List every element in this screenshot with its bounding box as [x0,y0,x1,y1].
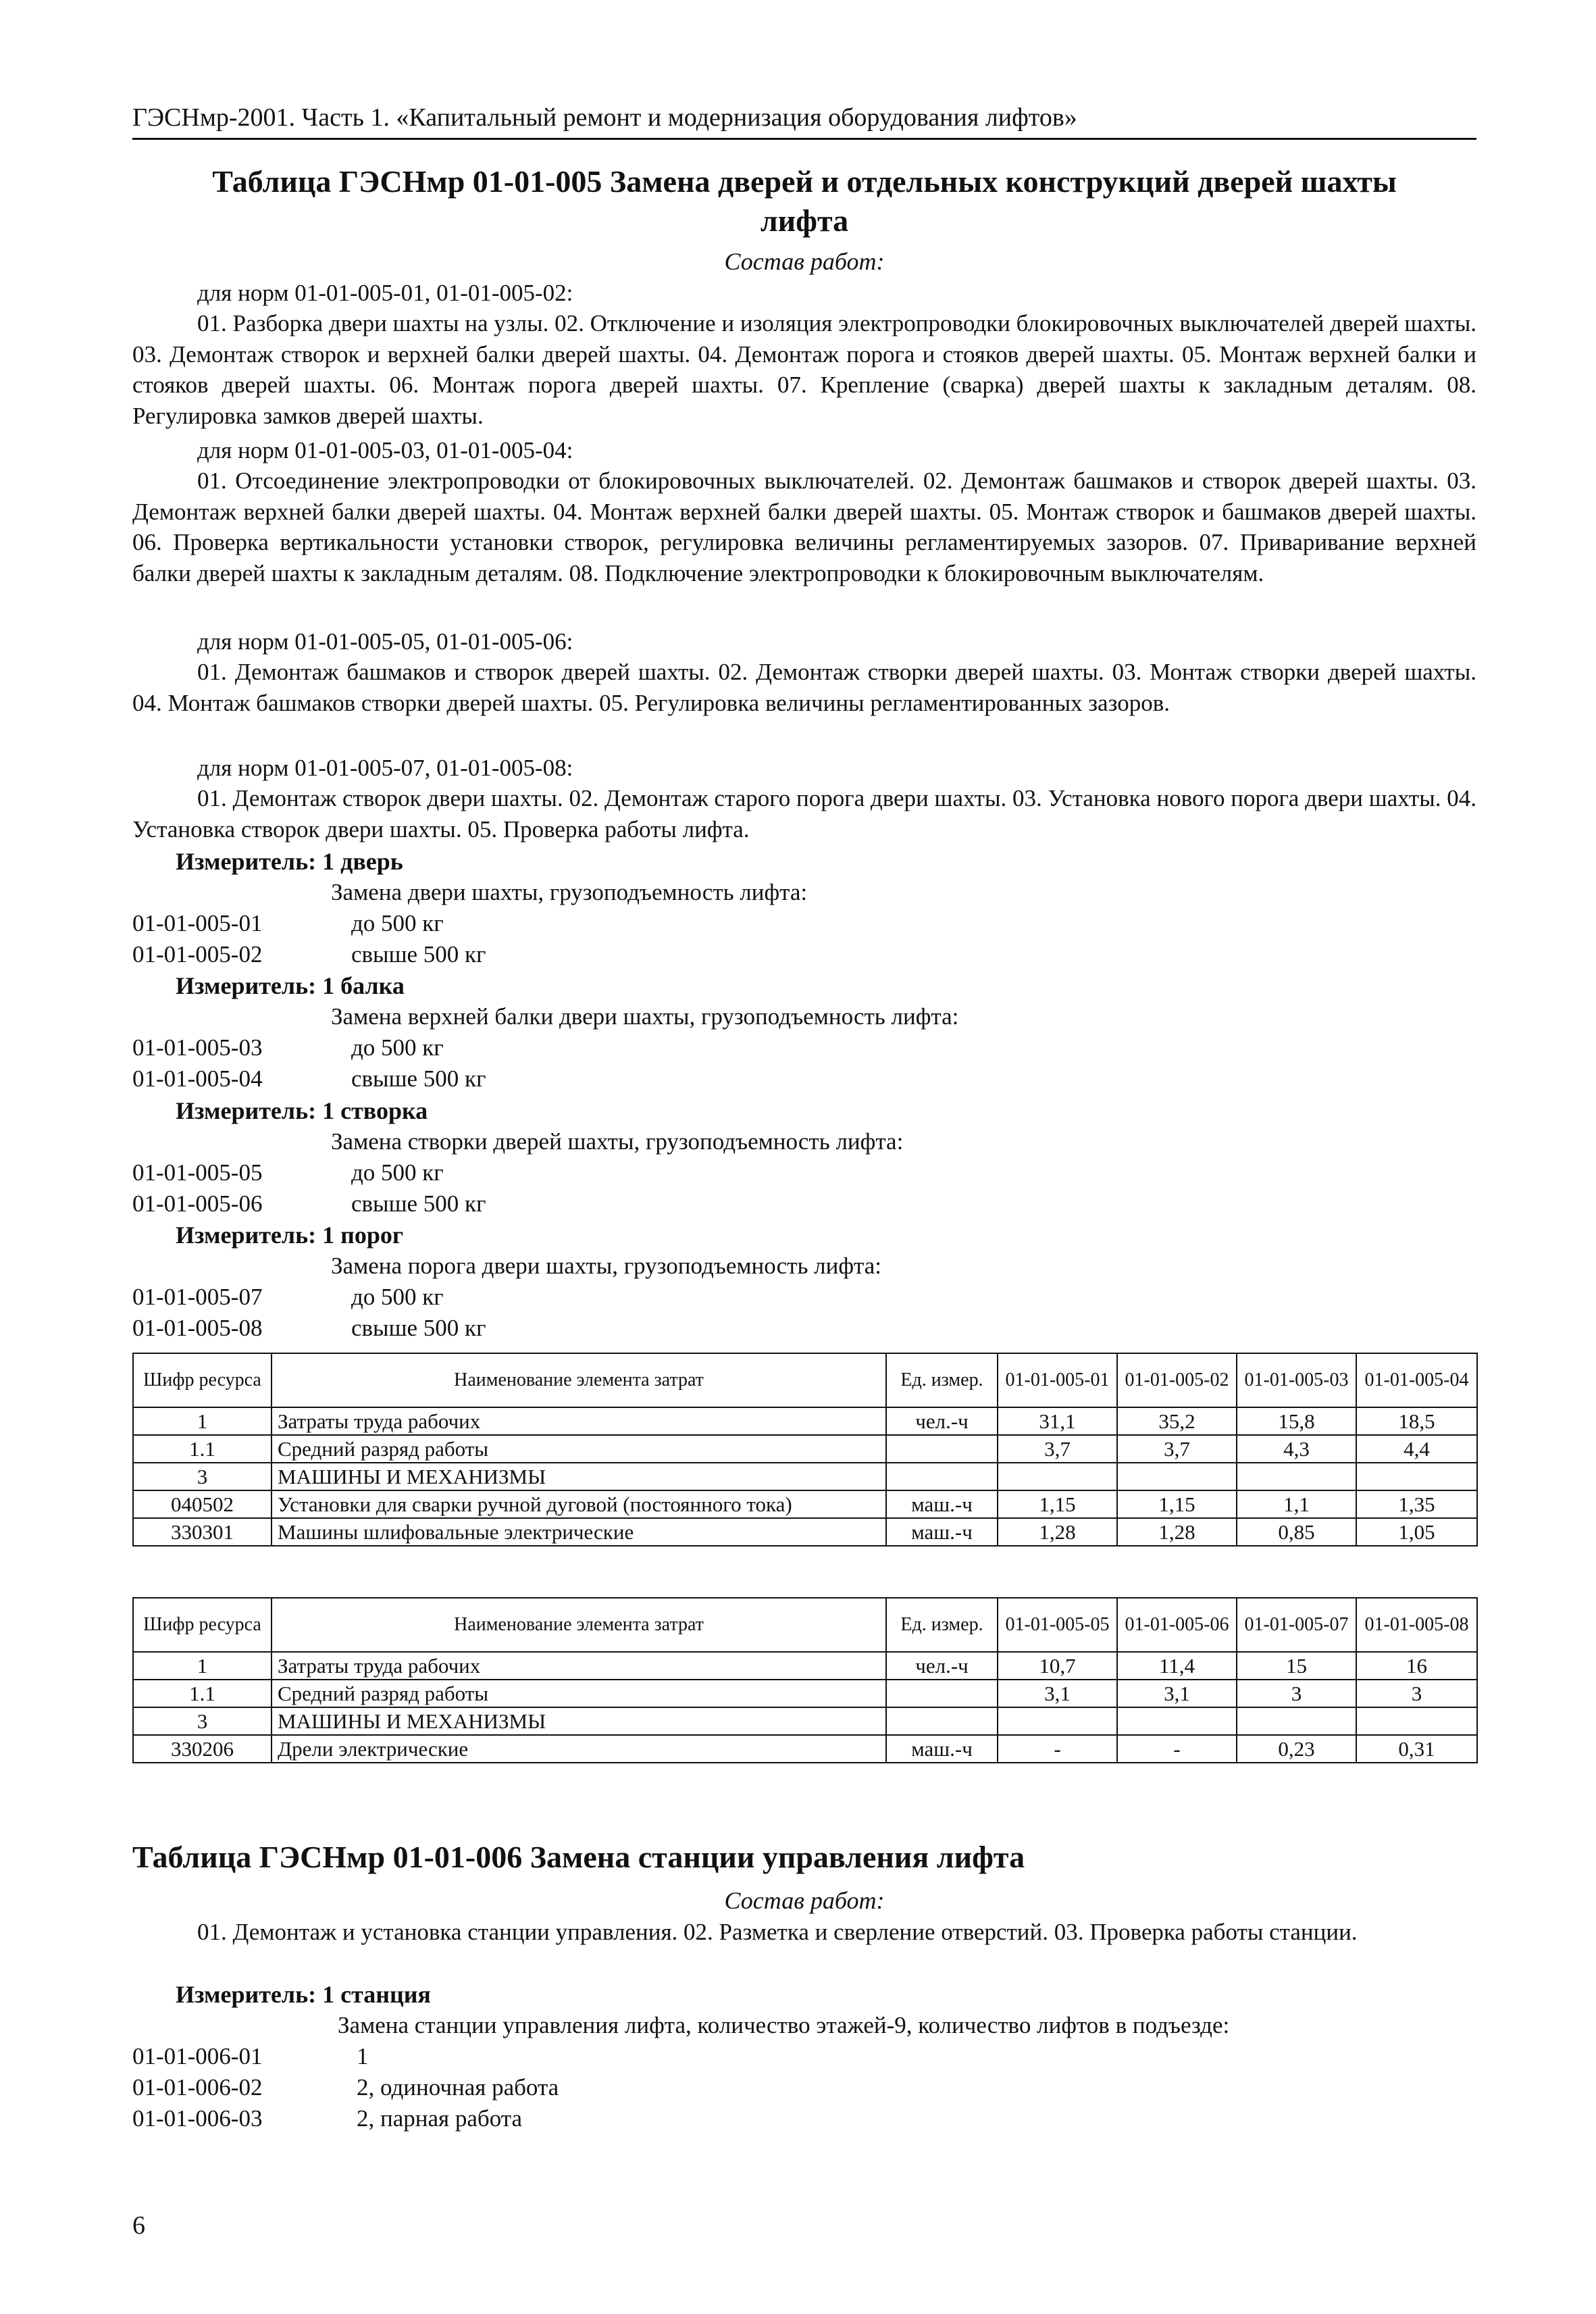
cell-unit: чел.-ч [886,1407,998,1435]
cell-code: 1.1 [133,1680,272,1707]
norm-code: 01-01-005-07 [132,1284,263,1310]
cell-unit: маш.-ч [886,1735,998,1763]
cell-value: 0,31 [1356,1735,1477,1763]
work-description: 01. Разборка двери шахты на узлы. 02. Отключение и изоляция электропроводки блокировочных выключателей дверей шахты. 03. Демонтаж створок и верхней балки дверей шахты. 04. Демонтаж порога и стояков дверей шахты. 05. Монтаж верхней балки и стояков дверей шахты. 06. Монтаж порога дверей шахты. 07. Крепление (сварка) дверей шахты к закладным деталям. 08. Регулировка замков дверей шахты. [132,310,1476,429]
cell-value: 18,5 [1356,1407,1477,1435]
header-norm-col: 01-01-005-02 [1117,1353,1237,1407]
cell-value [998,1707,1117,1735]
cell-code: 3 [133,1707,272,1735]
cell-value [1117,1707,1237,1735]
cell-name: МАШИНЫ И МЕХАНИЗМЫ [272,1463,886,1490]
table-row [133,1735,1477,1763]
header-norm-col: 01-01-005-03 [1237,1353,1356,1407]
cell-value [998,1463,1117,1490]
cell-code: 1 [133,1407,272,1435]
cell-code: 330206 [133,1735,272,1763]
resource-table-2 [132,1597,1478,1763]
resource-table-1 [132,1353,1478,1546]
measure-description: Замена верхней балки двери шахты, грузоподъемность лифта: [331,1003,959,1030]
cell-code: 1 [133,1652,272,1680]
header-unit: Ед. измер. [886,1598,998,1652]
measure-description: Замена двери шахты, грузоподъемность лифта: [331,879,808,905]
norm-value: 2, парная работа [357,2105,523,2132]
measure-unit: Измеритель: 1 балка [176,972,405,999]
cell-value: 10,7 [998,1652,1117,1680]
measure-unit: Измеритель: 1 порог [176,1222,404,1249]
norm-code: 01-01-006-01 [132,2043,263,2069]
cell-value: 1,35 [1356,1490,1477,1518]
norm-value: 2, одиночная работа [357,2074,559,2101]
cell-unit [886,1435,998,1463]
cell-value: 3 [1237,1680,1356,1707]
table-section-row [133,1463,1477,1490]
cell-unit: маш.-ч [886,1518,998,1546]
measure-description: Замена станции управления лифта, количество этажей-9, количество лифтов в подъезде: [338,2012,1230,2038]
cell-name: Установки для сварки ручной дуговой (постоянного тока) [272,1490,886,1518]
cell-code: 1.1 [133,1435,272,1463]
cell-value [1237,1463,1356,1490]
cell-name: Дрели электрические [272,1735,886,1763]
measure-unit: Измеритель: 1 дверь [176,848,403,875]
measure-unit: Измеритель: 1 створка [176,1097,428,1124]
cell-value: 3,7 [998,1435,1117,1463]
work-description: 01. Демонтаж и установка станции управления. 02. Разметка и сверление отверстий. 03. Проверка работы станции. [197,1919,1358,1945]
norm-value: до 500 кг [351,1284,444,1310]
cell-code: 330301 [133,1518,272,1546]
cell-value [1237,1707,1356,1735]
header-norm-col: 01-01-005-05 [998,1598,1117,1652]
header-name: Наименование элемента затрат [272,1598,886,1652]
running-header: ГЭСНмр-2001. Часть 1. «Капитальный ремонт и модернизация оборудования лифтов» [132,101,1476,140]
measure-description: Замена створки дверей шахты, грузоподъемность лифта: [331,1128,904,1155]
norms-label: для норм 01-01-005-01, 01-01-005-02: [197,280,573,306]
cell-unit [886,1680,998,1707]
norms-label: для норм 01-01-005-05, 01-01-005-06: [197,628,573,655]
cell-value: 31,1 [998,1407,1117,1435]
norm-code: 01-01-005-05 [132,1159,263,1186]
header-code: Шифр ресурса [133,1598,272,1652]
table-header-row [133,1598,1477,1652]
header-norm-col: 01-01-005-06 [1117,1598,1237,1652]
cell-value: 3,1 [998,1680,1117,1707]
norm-code: 01-01-005-04 [132,1065,263,1092]
cell-unit [886,1707,998,1735]
cell-value: 11,4 [1117,1652,1237,1680]
cell-name: МАШИНЫ И МЕХАНИЗМЫ [272,1707,886,1735]
cell-name: Средний разряд работы [272,1680,886,1707]
table-row [133,1490,1477,1518]
work-composition-label: Состав работ: [724,1887,885,1914]
cell-value: 16 [1356,1652,1477,1680]
cell-value [1117,1463,1237,1490]
norm-value: 1 [357,2043,369,2069]
header-norm-col: 01-01-005-08 [1356,1598,1477,1652]
cell-value: 3,7 [1117,1435,1237,1463]
cell-value: 15 [1237,1652,1356,1680]
cell-value: - [1117,1735,1237,1763]
cell-unit [886,1463,998,1490]
work-description: 01. Отсоединение электропроводки от блокировочных выключателей. 02. Демонтаж башмаков и створок дверей шахты. 03. Демонтаж верхней балки дверей шахты. 04. Монтаж верхней балки дверей шахты. 05. Монтаж створок и башмаков дверей шахты. 06. Проверка вертикальности установки створок, регулировка величины регламентируемых зазоров. 07. Приваривание верхней балки дверей шахты к закладным деталям. 08. Подключение электропроводки к блокировочным выключателям. [132,468,1476,586]
work-description: 01. Демонтаж башмаков и створок дверей шахты. 02. Демонтаж створки дверей шахты. 03. Монтаж створки дверей шахты. 04. Монтаж башмаков створки дверей шахты. 05. Регулировка величины регламентированных зазоров. [132,659,1476,716]
cell-name: Затраты труда рабочих [272,1652,886,1680]
norms-label: для норм 01-01-005-03, 01-01-005-04: [197,437,573,463]
header-unit: Ед. измер. [886,1353,998,1407]
measure-unit: Измеритель: 1 станция [176,1981,431,2008]
cell-value: 0,23 [1237,1735,1356,1763]
cell-value: 1,1 [1237,1490,1356,1518]
header-name: Наименование элемента затрат [272,1353,886,1407]
work-description: 01. Демонтаж створок двери шахты. 02. Демонтаж старого порога двери шахты. 03. Установка нового порога двери шахты. 04. Установка створок двери шахты. 05. Проверка работы лифта. [132,785,1476,842]
header-norm-col: 01-01-005-01 [998,1353,1117,1407]
table-row [133,1518,1477,1546]
table-005-title-line2: лифта [760,203,849,238]
cell-value: 3 [1356,1680,1477,1707]
norms-label: для норм 01-01-005-07, 01-01-005-08: [197,755,573,781]
cell-value [1356,1707,1477,1735]
cell-value: 1,28 [1117,1518,1237,1546]
cell-code: 040502 [133,1490,272,1518]
cell-value: 4,4 [1356,1435,1477,1463]
cell-name: Затраты труда рабочих [272,1407,886,1435]
table-section-row [133,1707,1477,1735]
header-code: Шифр ресурса [133,1353,272,1407]
table-row [133,1680,1477,1707]
cell-name: Машины шлифовальные электрические [272,1518,886,1546]
cell-unit: чел.-ч [886,1652,998,1680]
cell-value: 1,15 [1117,1490,1237,1518]
table-006-title: Таблица ГЭСНмр 01-01-006 Замена станции управления лифта [132,1840,1025,1874]
norm-code: 01-01-005-03 [132,1034,263,1061]
page-number: 6 [132,2211,145,2240]
table-row [133,1435,1477,1463]
table-005-title-line1: Таблица ГЭСНмр 01-01-005 Замена дверей и отдельных конструкций дверей шахты [212,164,1397,199]
cell-value: 1,15 [998,1490,1117,1518]
cell-value: 1,05 [1356,1518,1477,1546]
norm-code: 01-01-005-08 [132,1315,263,1341]
cell-name: Средний разряд работы [272,1435,886,1463]
cell-unit: маш.-ч [886,1490,998,1518]
cell-value: 0,85 [1237,1518,1356,1546]
norm-value: до 500 кг [351,1034,444,1061]
cell-value: 35,2 [1117,1407,1237,1435]
norm-value: свыше 500 кг [351,1315,486,1341]
norm-value: до 500 кг [351,1159,444,1186]
cell-value: 4,3 [1237,1435,1356,1463]
norm-code: 01-01-005-02 [132,941,263,967]
norm-value: свыше 500 кг [351,1190,486,1217]
cell-value: - [998,1735,1117,1763]
norm-code: 01-01-005-06 [132,1190,263,1217]
norm-value: свыше 500 кг [351,941,486,967]
cell-value: 3,1 [1117,1680,1237,1707]
table-row [133,1407,1477,1435]
cell-value: 15,8 [1237,1407,1356,1435]
norm-code: 01-01-006-02 [132,2074,263,2101]
measure-description: Замена порога двери шахты, грузоподъемность лифта: [331,1253,882,1279]
header-norm-col: 01-01-005-04 [1356,1353,1477,1407]
cell-value [1356,1463,1477,1490]
cell-code: 3 [133,1463,272,1490]
norm-value: до 500 кг [351,910,444,936]
table-row [133,1652,1477,1680]
table-header-row [133,1353,1477,1407]
header-norm-col: 01-01-005-07 [1237,1598,1356,1652]
norm-code: 01-01-005-01 [132,910,263,936]
norm-value: свыше 500 кг [351,1065,486,1092]
norm-code: 01-01-006-03 [132,2105,263,2132]
work-composition-label: Состав работ: [724,248,885,275]
cell-value: 1,28 [998,1518,1117,1546]
